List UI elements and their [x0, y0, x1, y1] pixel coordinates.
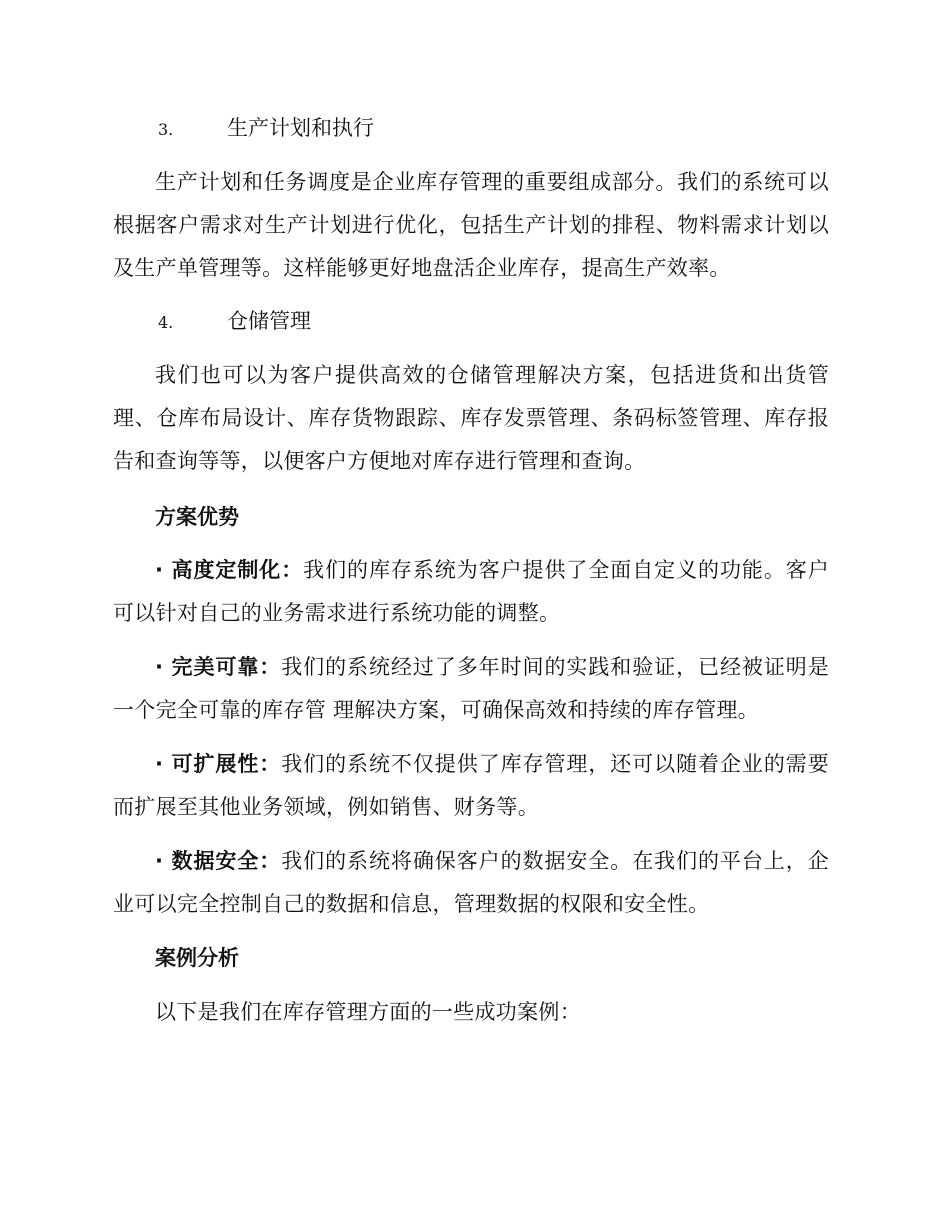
advantage-text: 我们的系统不仅提供了库存管理，还可以随着企业的需要而扩展至其他业务领域，例如销售、财务等。 [113, 752, 830, 819]
advantage-text: 我们的系统经过了多年时间的实践和验证，已经被证明是一个完全可靠的库存管 理解决方案，可确保高效和持续的库存管理。 [113, 655, 830, 722]
advantages-heading: 方案优势 [155, 505, 239, 529]
cases-heading: 案例分析 [155, 946, 239, 970]
section-3-title [158, 113, 374, 145]
advantage-item [113, 549, 829, 635]
section-4-title [158, 306, 311, 338]
section-3-title-text: 生产计划和执行 [227, 116, 374, 140]
advantage-label: · 完美可靠： [155, 655, 282, 679]
section-4-number: 4. [158, 313, 174, 332]
advantage-label: · 数据安全： [155, 849, 282, 873]
section-4-title-text: 仓储管理 [227, 309, 311, 333]
cases-intro: 以下是我们在库存管理方面的一些成功案例： [155, 1000, 581, 1024]
advantage-text: 我们的系统将确保客户的数据安全。在我们的平台上，企业可以完全控制自己的数据和信息，管理数据的权限和安全性。 [113, 849, 830, 916]
advantage-item [113, 743, 829, 829]
advantage-item [113, 646, 829, 732]
section-3-body: 生产计划和任务调度是企业库存管理的重要组成部分。我们的系统可以根据客户需求对生产计划进行优化，包括生产计划的排程、物料需求计划以及生产单管理等。这样能够更好地盘活企业库存，提高生产效率。 [113, 170, 829, 280]
advantage-label: · 可扩展性： [155, 752, 282, 776]
advantage-label: · 高度定制化： [155, 558, 304, 582]
advantage-item [113, 840, 829, 926]
section-4-body: 我们也可以为客户提供高效的仓储管理解决方案，包括进货和出货管理、仓库布局设计、库存货物跟踪、库存发票管理、条码标签管理、库存报告和查询等等，以便客户方便地对库存进行管理和查询。 [113, 363, 829, 473]
section-3-number: 3. [158, 120, 174, 139]
advantage-text: 我们的库存系统为客户提供了全面自定义的功能。客户可以针对自己的业务需求进行系统功能的调整。 [113, 558, 829, 625]
